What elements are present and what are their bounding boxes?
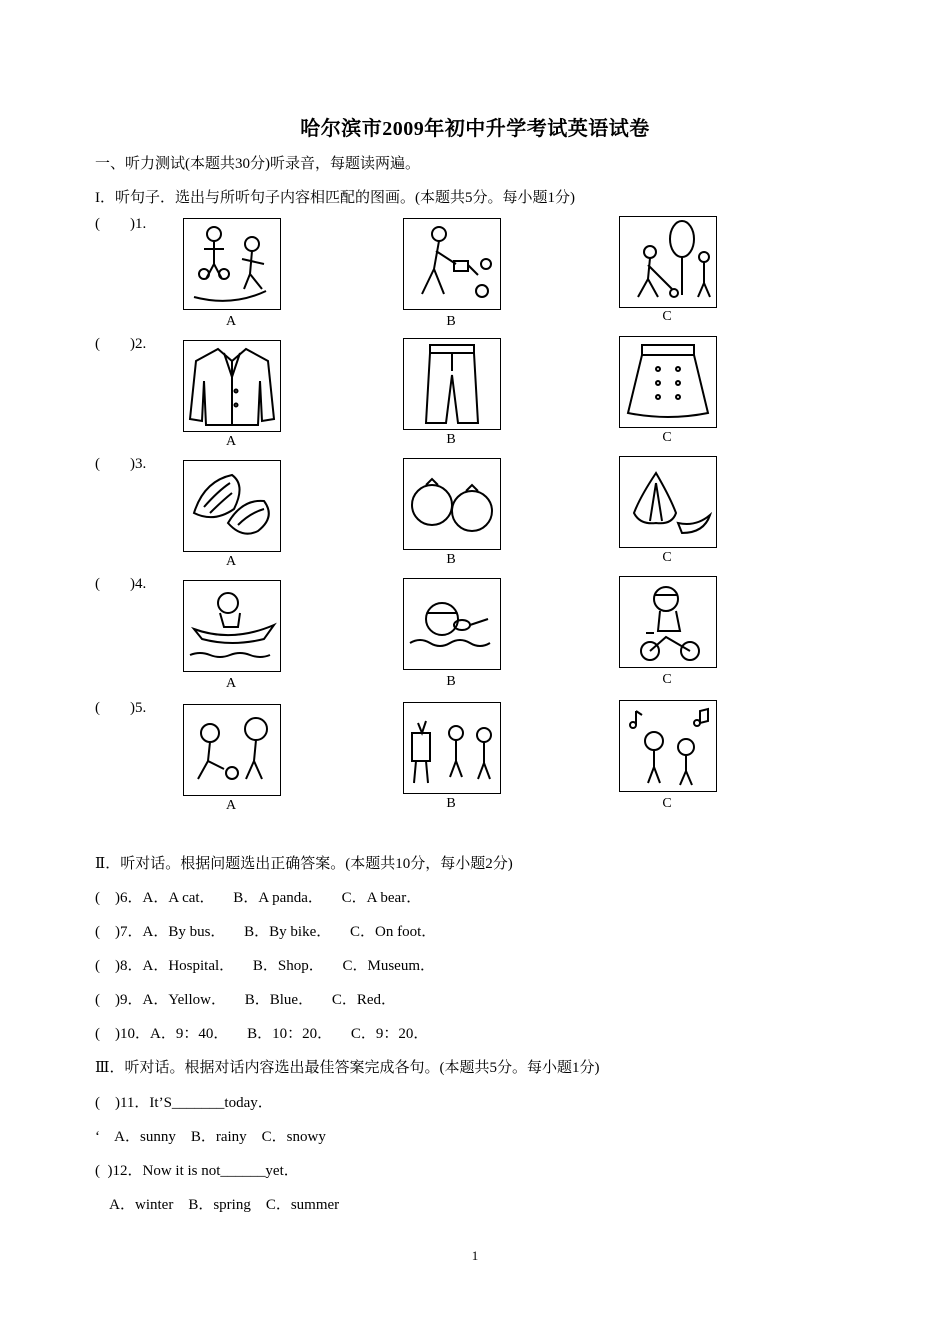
- picture-4c-cycling: [619, 576, 717, 668]
- picture-2c-skirt: [619, 336, 717, 428]
- picture-5a-football: [183, 704, 281, 796]
- picture-1b-watering: [403, 218, 501, 310]
- option-label: C: [662, 550, 672, 565]
- exam-title: 哈尔滨市2009年初中升学考试英语试卷: [300, 118, 650, 140]
- picture-3c-garlic: [619, 456, 717, 548]
- picture-question-2: [95, 336, 735, 451]
- picture-3b-tomatoes: [403, 458, 501, 550]
- picture-2b-trousers: [403, 338, 501, 430]
- question-9: ( )9．A．Yellow． B．Blue． C．Red．: [95, 992, 396, 1008]
- picture-4b-swimming: [403, 578, 501, 670]
- option-label: A: [225, 798, 237, 813]
- part-3-heading: Ⅲ．听对话。根据对话内容选出最佳答案完成各句。(本题共5分。每小题1分): [95, 1060, 600, 1076]
- section-1-heading: 一、听力测试(本题共30分)听录音，每题读两遍。: [95, 156, 420, 172]
- question-6: ( )6．A．A cat． B．A panda． C．A bear．: [95, 890, 422, 906]
- question-8: ( )8．A．Hospital． B．Shop． C．Museum．: [95, 958, 436, 974]
- picture-3a-cabbage: [183, 460, 281, 552]
- option-label: B: [446, 314, 456, 329]
- answer-paren-3[interactable]: ( )3.: [95, 456, 147, 472]
- picture-1a-planting: [183, 218, 281, 310]
- question-12: ( )12．Now it is not______yet．: [95, 1163, 299, 1179]
- picture-1c-tree: [619, 216, 717, 308]
- option-label: A: [225, 676, 237, 691]
- option-label: C: [662, 309, 672, 324]
- question-12-options: A．winter B．spring C．summer: [95, 1197, 340, 1213]
- picture-5b-tv: [403, 702, 501, 794]
- part-2-heading: Ⅱ．听对话。根据问题选出正确答案。(本题共10分，每小题2分): [95, 856, 513, 872]
- option-label: A: [225, 554, 237, 569]
- option-label: A: [225, 314, 237, 329]
- answer-paren-1[interactable]: ( )1.: [95, 216, 147, 232]
- picture-5c-singing: [619, 700, 717, 792]
- answer-paren-4[interactable]: ( )4.: [95, 576, 147, 592]
- picture-question-1: [95, 216, 735, 331]
- option-label: A: [225, 434, 237, 449]
- option-label: B: [446, 674, 456, 689]
- option-label: B: [446, 552, 456, 567]
- picture-question-5: [95, 700, 735, 815]
- picture-2a-jacket: [183, 340, 281, 432]
- question-11-options: ‘ A．sunny B．rainy C．snowy: [95, 1129, 326, 1145]
- question-10: ( )10．A．9：40． B．10：20． C．9：20．: [95, 1026, 429, 1042]
- picture-question-3: [95, 456, 735, 571]
- option-label: B: [446, 796, 456, 811]
- picture-question-4: [95, 576, 735, 691]
- question-11: ( )11．It’S_______today．: [95, 1095, 273, 1111]
- option-label: C: [662, 672, 672, 687]
- answer-paren-2[interactable]: ( )2.: [95, 336, 147, 352]
- option-label: C: [662, 796, 672, 811]
- part-1-heading: I．听句子．选出与所听句子内容相匹配的图画。(本题共5分。每小题1分): [95, 190, 575, 206]
- answer-paren-5[interactable]: ( )5.: [95, 700, 147, 716]
- option-label: B: [446, 432, 456, 447]
- page-number: 1: [471, 1248, 479, 1263]
- picture-4a-boating: [183, 580, 281, 672]
- question-7: ( )7．A．By bus． B．By bike． C．On foot．: [95, 924, 437, 940]
- option-label: C: [662, 430, 672, 445]
